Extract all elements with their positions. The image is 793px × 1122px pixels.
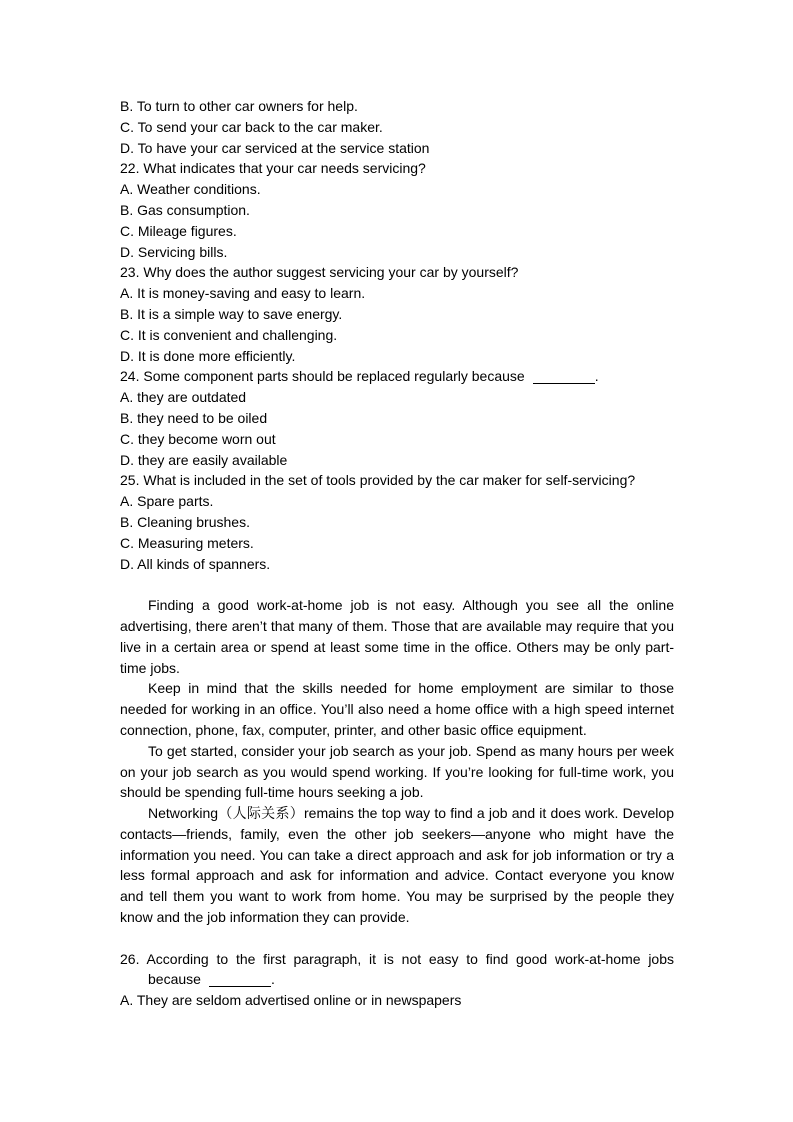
exam-page — [120, 96, 674, 1011]
question-24 — [120, 366, 674, 387]
answer-option: C. Measuring meters. — [120, 534, 254, 551]
reading-passage — [120, 595, 674, 928]
answer-option: A. Spare parts. — [120, 493, 214, 510]
spacer — [120, 928, 674, 949]
answer-option: B. Cleaning brushes. — [120, 513, 250, 530]
answer-blank — [533, 369, 595, 384]
passage-paragraph: Keep in mind that the skills needed for home employment are similar to those needed for working in an office. You’ll also need a home office with a high speed internet connection, phone, fax, computer, printer, and other basic office equipment. — [120, 680, 674, 738]
passage-paragraph: Networking（人际关系）remains the top way to find a job and it does work. Develop contacts—friends, family, even the other job seekers—anyone who might have the information you need. You can take a direct approach and ask for job information or try a less formal approach and ask for information and advice. Contact everyone you know and tell them you want to work from home. You may be surprised by the people they know and the job information they can provide. — [120, 805, 674, 926]
passage-paragraph: Finding a good work-at-home job is not easy. Although you see all the online advertising, there aren’t that many of them. Those that are available may require that you live in a certain area or spend at least some time in the office. Others may be only part-time jobs. — [120, 597, 674, 676]
answer-option: C. It is convenient and challenging. — [120, 326, 338, 343]
spacer — [120, 574, 674, 595]
answer-option: C. they become worn out — [120, 430, 276, 447]
question-24-text: 24. Some component parts should be replaced regularly because — [120, 368, 525, 385]
answer-option: D. To have your car serviced at the service station — [120, 139, 430, 156]
questions-block-1 — [120, 96, 674, 366]
questions-block-2 — [120, 387, 674, 574]
answer-option: D. It is done more efficiently. — [120, 347, 296, 364]
answer-option: B. It is a simple way to save energy. — [120, 305, 343, 322]
answer-option: B. To turn to other car owners for help. — [120, 98, 358, 114]
question-stem: 25. What is included in the set of tools provided by the car maker for self-servicing? — [120, 472, 636, 489]
question-26 — [120, 949, 674, 991]
question-stem: 23. Why does the author suggest servicing your car by yourself? — [120, 264, 519, 281]
answer-blank — [209, 972, 271, 987]
answer-option: C. To send your car back to the car maker. — [120, 118, 383, 135]
answer-option: D. All kinds of spanners. — [120, 555, 271, 572]
answer-option: D. Servicing bills. — [120, 243, 228, 260]
question-26-text: 26. According to the first paragraph, it is not easy to find good work-at-home jobs because — [120, 950, 674, 988]
answer-option: D. they are easily available — [120, 451, 288, 468]
answer-option: C. Mileage figures. — [120, 222, 237, 239]
answer-option: A. It is money-saving and easy to learn. — [120, 285, 366, 302]
answer-option: A. they are outdated — [120, 389, 247, 406]
question-24-end: . — [594, 368, 599, 385]
answer-option: A. Weather conditions. — [120, 181, 261, 198]
question-stem: 22. What indicates that your car needs servicing? — [120, 160, 426, 177]
question-26-end: . — [270, 971, 275, 988]
answer-option: B. Gas consumption. — [120, 201, 250, 218]
question-26-option-a: A. They are seldom advertised online or in newspapers — [120, 992, 462, 1009]
passage-paragraph: To get started, consider your job search as your job. Spend as many hours per week on your job search as you would spend working. If you’re looking for full-time work, you should be spending full-time hours seeking a job. — [120, 742, 674, 801]
answer-option: B. they need to be oiled — [120, 409, 268, 426]
